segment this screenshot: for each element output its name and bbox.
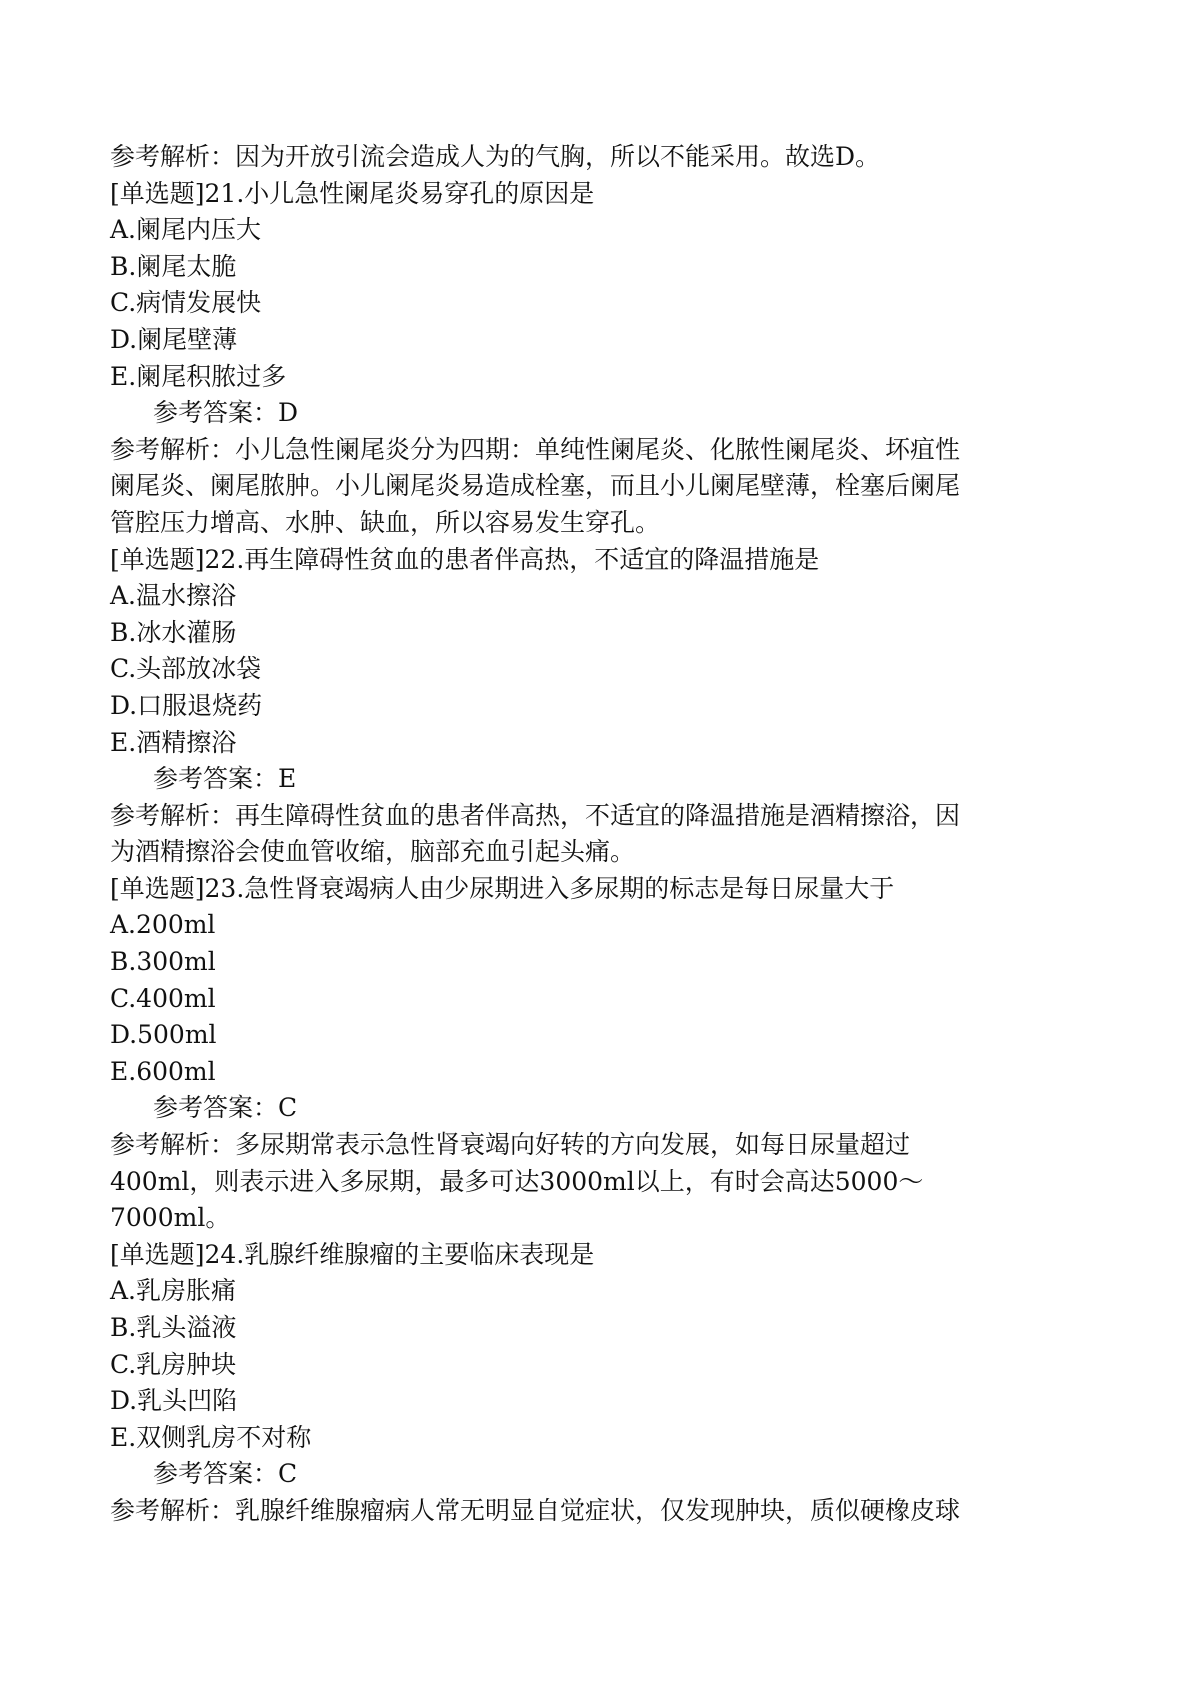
option-a: A.乳房胀痛 (110, 1276, 237, 1306)
option-b: B.300ml (110, 947, 216, 977)
reference-answer: 参考答案：C (153, 1459, 298, 1489)
option-e: E.阑尾积脓过多 (110, 361, 287, 391)
option-c: C.头部放冰袋 (110, 654, 262, 684)
question-stem: [单选题]22.再生障碍性贫血的患者伴高热，不适宜的降温措施是 (110, 544, 820, 574)
question-22 (110, 542, 1070, 871)
analysis-line: 参考解析：小儿急性阑尾炎分为四期：单纯性阑尾炎、化脓性阑尾炎、坏疽性 (110, 434, 961, 464)
option-c: C.400ml (110, 983, 216, 1013)
analysis-line: 7000ml。 (110, 1203, 231, 1233)
option-b: B.乳头溢液 (110, 1313, 237, 1342)
option-e: E.酒精擦浴 (110, 727, 237, 757)
option-e: E.600ml (110, 1056, 216, 1086)
reference-answer: 参考答案：E (153, 764, 297, 794)
option-d: D.阑尾壁薄 (110, 324, 238, 354)
question-21 (110, 176, 1070, 542)
analysis-line: 参考解析：再生障碍性贫血的患者伴高热，不适宜的降温措施是酒精擦浴，因 (110, 800, 961, 830)
reference-answer: 参考答案：C (153, 1093, 298, 1123)
reference-answer: 参考答案：D (153, 398, 299, 428)
question-23 (110, 871, 1070, 1237)
document-page (110, 139, 1070, 1530)
question-24 (110, 1237, 1070, 1530)
analysis-line: 阑尾炎、阑尾脓肿。小儿阑尾炎易造成栓塞，而且小儿阑尾壁薄，栓塞后阑尾 (110, 471, 961, 501)
option-d: D.乳头凹陷 (110, 1386, 238, 1416)
option-a: A.温水擦浴 (110, 581, 237, 611)
question-stem: [单选题]21.小儿急性阑尾炎易穿孔的原因是 (110, 178, 595, 208)
option-c: C.乳房肿块 (110, 1349, 237, 1379)
question-stem: [单选题]24.乳腺纤维腺瘤的主要临床表现是 (110, 1239, 595, 1269)
option-c: C.病情发展快 (110, 288, 262, 318)
option-a: A.阑尾内压大 (110, 215, 262, 245)
option-e: E.双侧乳房不对称 (110, 1422, 312, 1452)
option-d: D.口服退烧药 (110, 690, 263, 720)
analysis-line: 400ml，则表示进入多尿期，最多可达3000ml以上，有时会高达5000～ (110, 1166, 924, 1196)
analysis-line: 为酒精擦浴会使血管收缩，脑部充血引起头痛。 (110, 837, 636, 867)
analysis-line: 参考解析：多尿期常表示急性肾衰竭向好转的方向发展，如每日尿量超过 (110, 1130, 911, 1160)
analysis-line: 管腔压力增高、水肿、缺血，所以容易发生穿孔。 (110, 507, 661, 537)
option-a: A.200ml (110, 910, 216, 940)
option-b: B.阑尾太脆 (110, 251, 237, 281)
option-d: D.500ml (110, 1020, 217, 1050)
option-b: B.冰水灌肠 (110, 617, 237, 647)
question-stem: [单选题]23.急性肾衰竭病人由少尿期进入多尿期的标志是每日尿量大于 (110, 873, 895, 903)
analysis-text: 参考解析：因为开放引流会造成人为的气胸，所以不能采用。故选D。 (110, 142, 881, 171)
analysis-line: 参考解析：乳腺纤维腺瘤病人常无明显自觉症状，仅发现肿块，质似硬橡皮球 (110, 1495, 961, 1525)
